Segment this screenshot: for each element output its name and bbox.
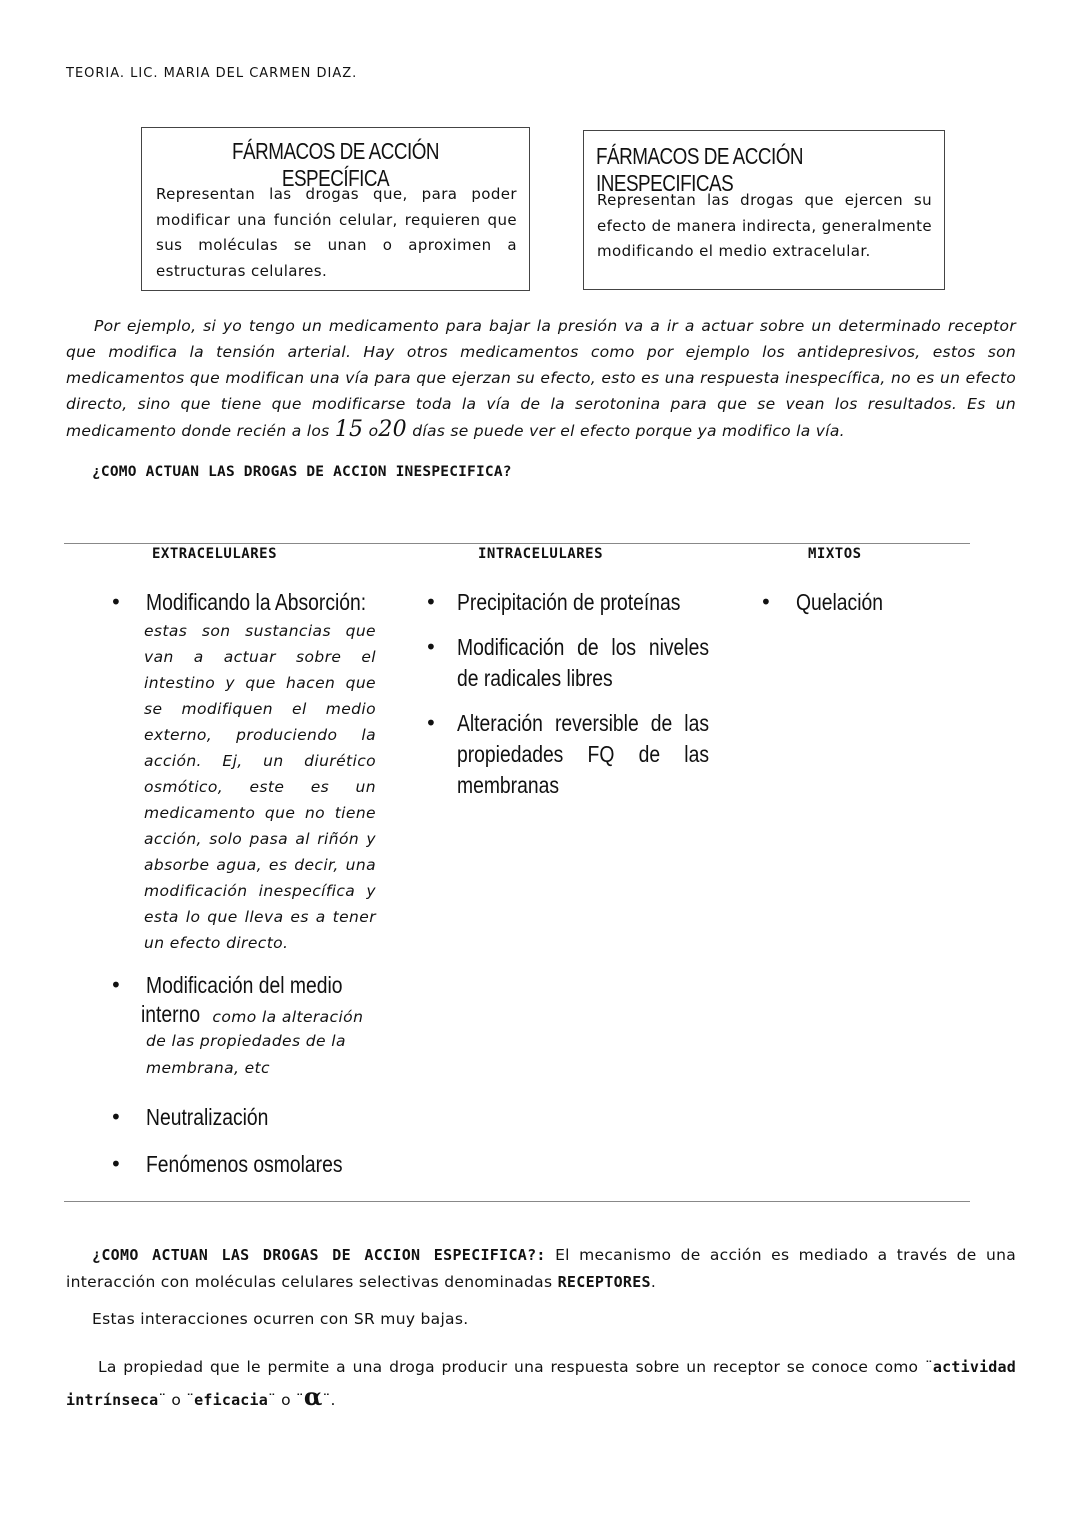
activity-term: actividad intrínseca	[66, 1358, 1016, 1409]
specific-drugs-box	[141, 127, 530, 291]
nonspecific-drugs-box	[583, 130, 945, 290]
intracellular-item-2: • Modificación de los niveles de radicales libres	[457, 634, 709, 691]
mixed-item-1: Quelación	[796, 589, 884, 615]
property-end: ¨.	[322, 1391, 336, 1409]
neutralization-item: Neutralización	[146, 1104, 269, 1130]
page-header: TEORIA. LIC. MARIA DEL CARMEN DIAZ.	[66, 66, 358, 81]
example-text: Por ejemplo, si yo tengo un medicamento para bajar la presión va a ir a actuar sobre un determinado receptor que modifica la tensión arterial. Hay otros medicamentos como por ejemplo los antidepresivos, estos son medicamentos que modifican una vía para que ejerzan su efecto, esto es una respuesta inespecífica, no es un efecto directo, sino que tiene que modificarse toda la vía de la serotonina para que se vean los resultados. Es un medicamento donde recién a los	[66, 317, 1016, 440]
list-item	[425, 587, 715, 618]
nonspecific-heading: ¿COMO ACTUAN LAS DROGAS DE ACCION INESPECIFICA?	[92, 464, 512, 480]
list-item	[110, 587, 375, 970]
intrinsic-activity-paragraph	[66, 1352, 1016, 1415]
list-item	[425, 632, 715, 694]
property-sep-2: ¨ o ¨	[268, 1391, 304, 1409]
extracellular-heading: EXTRACELULARES	[152, 546, 278, 562]
intracellular-item-3: • Alteración reversible de las propiedades FQ de las membranas	[457, 710, 709, 798]
mixed-heading: MIXTOS	[808, 546, 862, 562]
example-number-20: 20	[378, 417, 407, 442]
specific-action-paragraph	[66, 1242, 1016, 1296]
list-item	[425, 708, 715, 801]
property-text: La propiedad que le permite a una droga producir una respuesta sobre un receptor se conoce como ¨	[98, 1358, 933, 1376]
example-paragraph	[66, 313, 1016, 444]
receptors-term: RECEPTORES	[557, 1273, 651, 1291]
internal-medium-title: Modificación del medio	[146, 972, 343, 998]
example-number-15: 15	[334, 417, 364, 442]
example-text-end: días se puede ver el efecto porque ya modifico la vía.	[406, 422, 845, 440]
list-item	[110, 1149, 375, 1180]
internal-medium-text-2: de las propiedades de la membrana, etc	[146, 1032, 346, 1077]
example-or: o	[363, 422, 379, 440]
intracellular-heading: INTRACELULARES	[478, 546, 604, 562]
list-item	[760, 587, 960, 618]
nonspecific-drugs-title: FÁRMACOS DE ACCIÓN INESPECIFICAS	[596, 143, 804, 196]
internal-medium-title-2: interno	[141, 1001, 201, 1027]
specific-text: El mecanismo de acción es mediado a través de una interacción con moléculas celulares selectivas denominadas	[66, 1246, 1016, 1291]
efficacy-term: eficacia	[194, 1391, 269, 1409]
alpha-symbol: α	[303, 1382, 323, 1411]
absorption-title: Modificando la Absorción:	[146, 589, 367, 615]
mixed-list	[760, 587, 960, 618]
osmolar-item: Fenómenos osmolares	[146, 1151, 343, 1177]
intracellular-list	[425, 587, 715, 815]
absorption-text: estas son sustancias que van a actuar sobre el intestino y que hacen que se modifiquen el medio externo, produciendo la acción. Ej, un diurético osmótico, este es un medicamento que no tiene acción, solo pasa al riñón y absorbe agua, es decir, una modificación inespecífica y esta lo que lleva es a tener un efecto directo.	[144, 622, 376, 952]
nonspecific-drugs-text: Representan las drogas que ejercen su efecto de manera indirecta, generalmente modificando el medio extracelular.	[597, 191, 932, 260]
specific-drugs-title: FÁRMACOS DE ACCIÓN ESPECÍFICA	[231, 138, 440, 191]
intracellular-item-1: • Precipitación de proteínas	[457, 589, 681, 615]
table-top-rule	[64, 543, 970, 544]
specific-end: .	[650, 1273, 657, 1291]
internal-medium-text: como la alteración	[212, 1008, 364, 1026]
list-item	[110, 1102, 375, 1149]
sr-paragraph: Estas interacciones ocurren con SR muy bajas.	[92, 1310, 469, 1328]
table-bottom-rule	[64, 1201, 970, 1202]
specific-drugs-text: Representan las drogas que, para poder modificar una función celular, requieren que sus moléculas se unan o aproximen a estructuras celulares.	[156, 185, 517, 280]
extracellular-list	[110, 587, 375, 1180]
property-sep-1: ¨ o ¨	[158, 1391, 195, 1409]
specific-heading: ¿COMO ACTUAN LAS DROGAS DE ACCION ESPECIFICA?:	[92, 1246, 546, 1264]
list-item	[110, 970, 375, 1102]
